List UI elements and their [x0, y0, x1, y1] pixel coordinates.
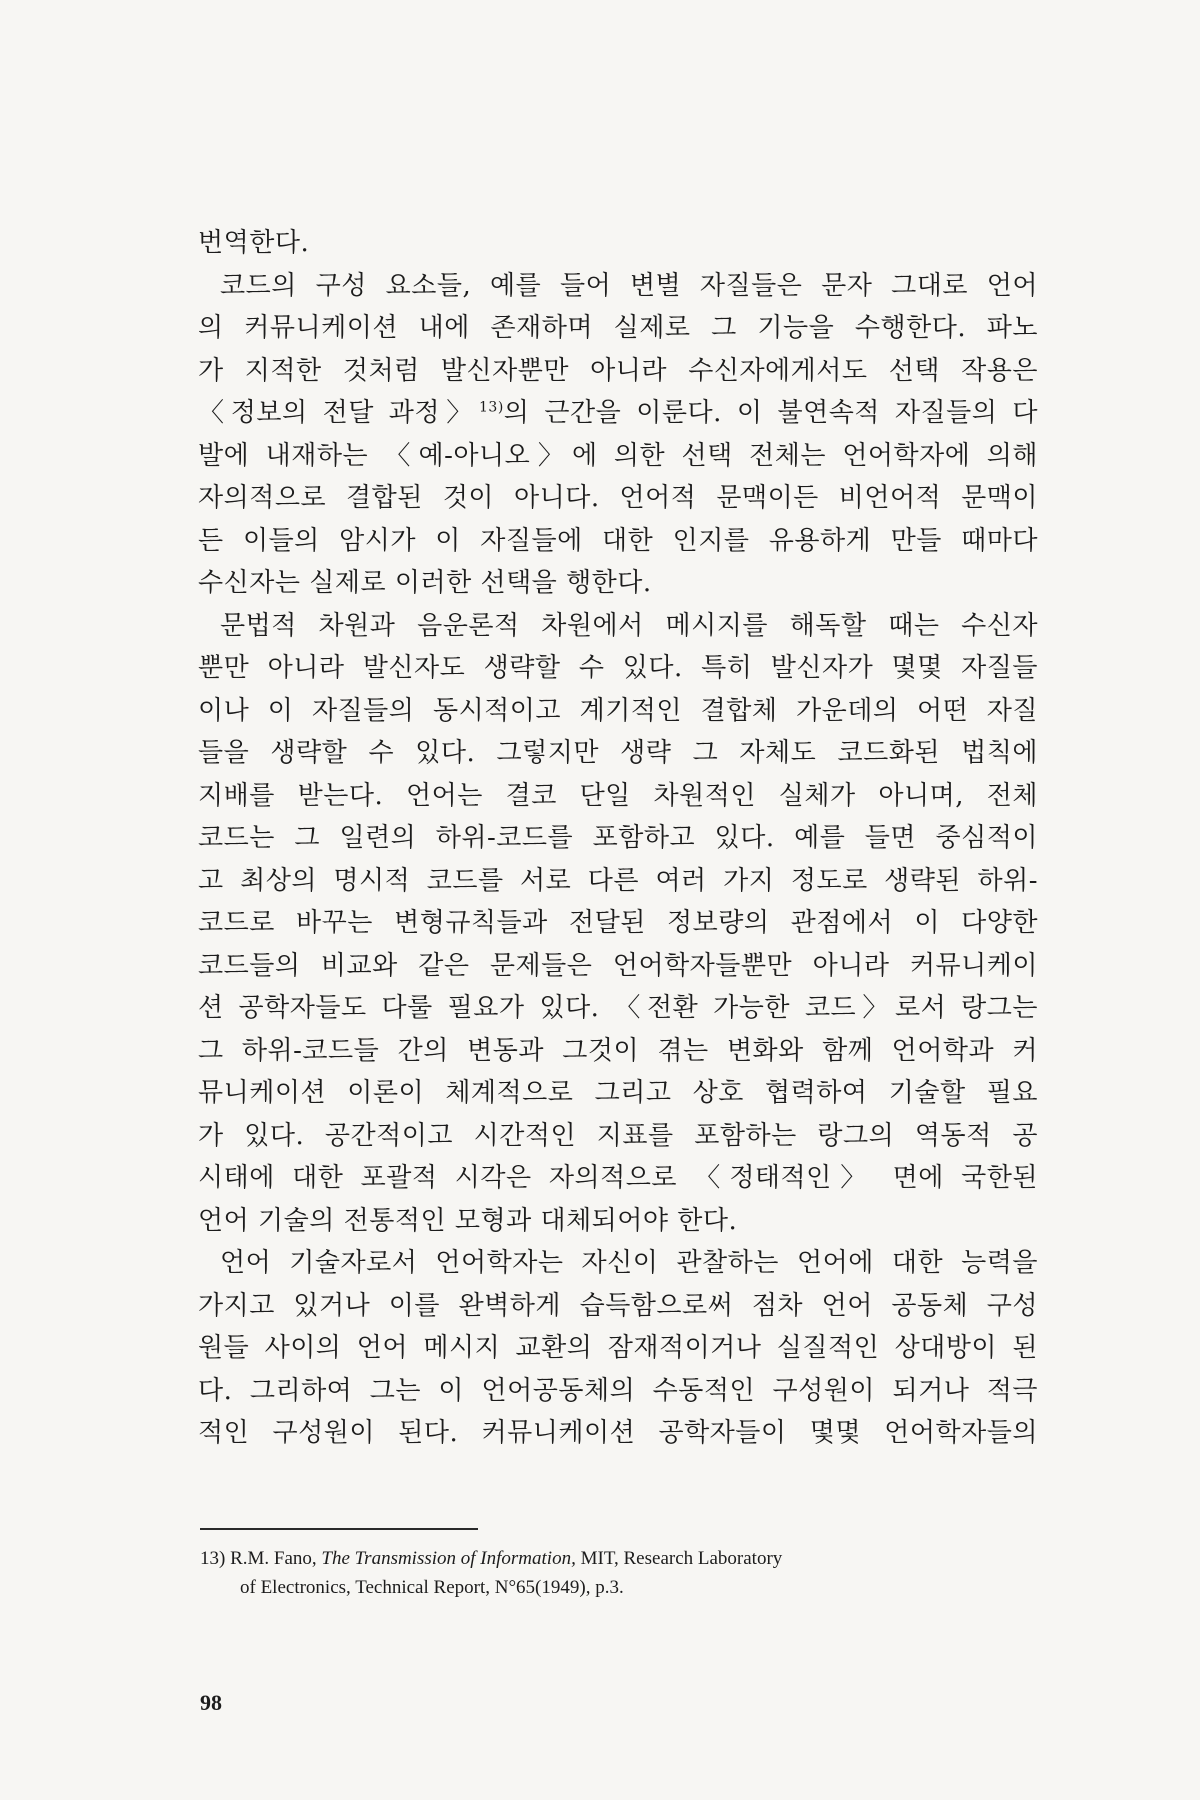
footnote-line: of Electronics, Technical Report, N°65(1949), p.3.: [240, 1577, 624, 1598]
footnote-marker: 13): [200, 1548, 226, 1569]
text-line: 지배를 받는다. 언어는 결코 단일 차원적인 실체가 아니며, 전체: [198, 780, 1038, 811]
text-line: 발에 내재하는 〈예-아니오〉에 의한 선택 전체는 언어학자에 의해: [198, 440, 1038, 471]
text-line: 원들 사이의 언어 메시지 교환의 잠재적이거나 실질적인 상대방이 된: [198, 1333, 1038, 1363]
text-line: 자의적으로 결합된 것이 아니다. 언어적 문맥이든 비언어적 문맥이: [198, 483, 1038, 513]
text-line: 가 지적한 것처럼 발신자뿐만 아니라 수신자에게서도 선택 작용은: [198, 355, 1038, 386]
text-line: 든 이들의 암시가 이 자질들에 대한 인지를 유용하게 만들 때마다: [198, 525, 1038, 556]
footnote-title: The Transmission of Information,: [321, 1548, 576, 1569]
text-line: 가 있다. 공간적이고 시간적인 지표를 포함하는 랑그의 역동적 공: [198, 1120, 1038, 1151]
text-line: 수신자는 실제로 이러한 선택을 행한다.: [198, 568, 652, 598]
text-line: 뮤니케이션 이론이 체계적으로 그리고 상호 협력하여 기술할 필요: [198, 1078, 1038, 1108]
text-line: 다. 그리하여 그는 이 언어공동체의 수동적인 구성원이 되거나 적극: [198, 1375, 1038, 1406]
footnote-reference: 13): [479, 399, 504, 416]
text-segment: 〈정보의 전달 과정〉: [198, 398, 479, 428]
text-line: 언어 기술자로서 언어학자는 자신이 관찰하는 언어에 대한 능력을: [220, 1248, 1038, 1278]
text-line: 션 공학자들도 다룰 필요가 있다. 〈전환 가능한 코드〉로서 랑그는: [198, 993, 1038, 1023]
text-line: 적인 구성원이 된다. 커뮤니케이션 공학자들이 몇몇 언어학자들의: [198, 1418, 1038, 1448]
footnote-author: R.M. Fano,: [230, 1548, 317, 1569]
text-line: 시태에 대한 포괄적 시각은 자의적으로 〈정태적인〉 면에 국한된: [198, 1163, 1038, 1193]
footnote-section: [200, 1544, 1040, 1602]
text-line: 코드는 그 일련의 하위-코드를 포함하고 있다. 예를 들면 중심적이: [198, 823, 1038, 853]
footnote-divider: [200, 1528, 478, 1530]
text-line: 번역한다.: [198, 228, 310, 258]
text-line: 문법적 차원과 음운론적 차원에서 메시지를 해독할 때는 수신자: [220, 610, 1038, 641]
text-line: 의 커뮤니케이션 내에 존재하며 실제로 그 기능을 수행한다. 파노: [198, 313, 1038, 343]
text-line: 언어 기술의 전통적인 모형과 대체되어야 한다.: [198, 1205, 738, 1236]
text-line-with-footnote: [198, 392, 1038, 435]
text-segment: 의 근간을 이룬다. 이 불연속적 자질들의 다: [503, 398, 1038, 428]
text-line: 코드의 구성 요소들, 예를 들어 변별 자질들은 문자 그대로 언어: [220, 270, 1038, 301]
text-line: 그 하위-코드들 간의 변동과 그것이 겪는 변화와 함께 언어학과 커: [198, 1035, 1038, 1066]
text-line: 고 최상의 명시적 코드를 서로 다른 여러 가지 정도로 생략된 하위-: [198, 865, 1038, 896]
text-line: 들을 생략할 수 있다. 그렇지만 생략 그 자체도 코드화된 법칙에: [198, 738, 1038, 768]
footnote-line: [200, 1544, 1040, 1573]
footnote-publisher: MIT, Research Laboratory: [580, 1548, 783, 1569]
text-line: 코드로 바꾸는 변형규칙들과 전달된 정보량의 관점에서 이 다양한: [198, 908, 1038, 938]
text-line: 뿐만 아니라 발신자도 생략할 수 있다. 특히 발신자가 몇몇 자질들: [198, 653, 1038, 683]
text-line: 가지고 있거나 이를 완벽하게 습득함으로써 점차 언어 공동체 구성: [198, 1290, 1038, 1321]
main-text: [198, 222, 1038, 1455]
page-number: 98: [200, 1690, 222, 1715]
text-line: 이나 이 자질들의 동시적이고 계기적인 결합체 가운데의 어떤 자질: [198, 695, 1038, 726]
text-line: 코드들의 비교와 같은 문제들은 언어학자들뿐만 아니라 커뮤니케이: [198, 950, 1038, 981]
